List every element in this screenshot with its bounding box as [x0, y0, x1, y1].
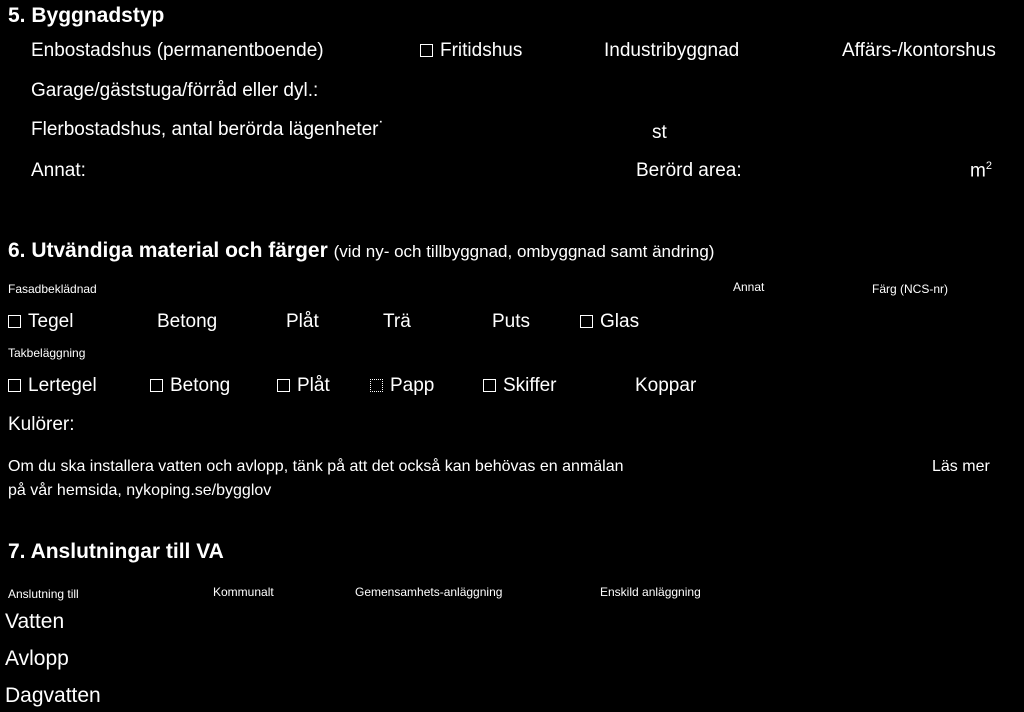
takbelaggning-label: Takbeläggning — [8, 346, 86, 360]
m2-unit: $m^2$ — [970, 160, 992, 182]
st-unit: st — [652, 122, 667, 143]
tak-betong-checkbox[interactable] — [150, 379, 163, 392]
section-5-title: 5. Byggnadstyp — [8, 4, 165, 27]
lertegel-label: Lertegel — [28, 375, 97, 396]
va-info-line-2: på vår hemsida, nykoping.se/bygglov — [8, 482, 272, 499]
papp-option[interactable] — [370, 375, 434, 397]
glas-checkbox[interactable] — [580, 315, 593, 328]
va-info-line-1: Om du ska installera vatten och avlopp, tänk på att det också kan behövas en anmälan — [8, 458, 624, 475]
papp-checkbox[interactable] — [370, 379, 383, 392]
section-6-title-sub: (vid ny- och tillbyggnad, ombyggnad samt ändring) — [333, 242, 715, 261]
tegel-checkbox[interactable] — [8, 315, 21, 328]
skiffer-checkbox[interactable] — [483, 379, 496, 392]
plat-label: Plåt — [286, 311, 319, 332]
glas-option[interactable] — [580, 311, 639, 333]
fritidshus-option[interactable] — [420, 40, 522, 62]
garage-label: Garage/gäststuga/förråd eller dyl.: — [31, 80, 319, 101]
affars-kontorshus-label: Affärs-/kontorshus — [842, 40, 996, 61]
enskild-anlaggning-label: Enskild anläggning — [600, 585, 701, 599]
annat-column-label: Annat — [733, 280, 765, 294]
fasadbekladnad-label: Fasadbeklädnad — [8, 282, 97, 296]
tegel-option[interactable] — [8, 311, 73, 333]
tak-plat-option[interactable] — [277, 375, 330, 397]
las-mer-link[interactable]: Läs mer — [932, 458, 990, 475]
section-6-title-main: 6. Utvändiga material och färger — [8, 239, 328, 262]
tak-plat-checkbox[interactable] — [277, 379, 290, 392]
kommunalt-label: Kommunalt — [213, 585, 274, 599]
fritidshus-checkbox[interactable] — [420, 44, 433, 57]
tra-label: Trä — [383, 311, 411, 332]
section-6-title — [8, 239, 714, 263]
koppar-label: Koppar — [635, 375, 697, 396]
lertegel-option[interactable] — [8, 375, 97, 397]
betong-label: Betong — [157, 311, 218, 332]
skiffer-label: Skiffer — [503, 375, 557, 396]
flerbostadshus-label: Flerbostadshus, antal berörda lägenheter˙ — [31, 119, 385, 140]
puts-label: Puts — [492, 311, 531, 332]
dagvatten-label: Dagvatten — [5, 684, 101, 707]
fritidshus-label: Fritidshus — [440, 40, 523, 61]
tak-betong-label: Betong — [170, 375, 231, 396]
vatten-label: Vatten — [5, 610, 65, 633]
section-7-title: 7. Anslutningar till VA — [8, 540, 224, 563]
enbostadshus-label: Enbostadshus (permanentboende) — [31, 40, 324, 61]
avlopp-label: Avlopp — [5, 647, 69, 670]
glas-label: Glas — [600, 311, 640, 332]
farg-ncs-label: Färg (NCS-nr) — [872, 282, 949, 296]
tak-betong-option[interactable] — [150, 375, 230, 397]
tak-plat-label: Plåt — [297, 375, 330, 396]
lertegel-checkbox[interactable] — [8, 379, 21, 392]
anslutning-till-label: Anslutning till — [8, 587, 79, 601]
tegel-label: Tegel — [28, 311, 74, 332]
berord-area-label: Berörd area: — [636, 160, 742, 181]
gemensamhets-anlaggning-label: Gemensamhets-anläggning — [355, 585, 503, 599]
skiffer-option[interactable] — [483, 375, 557, 397]
annat-label: Annat: — [31, 160, 86, 181]
industribyggnad-label: Industribyggnad — [604, 40, 740, 61]
kulorer-label: Kulörer: — [8, 414, 75, 435]
papp-label: Papp — [390, 375, 435, 396]
